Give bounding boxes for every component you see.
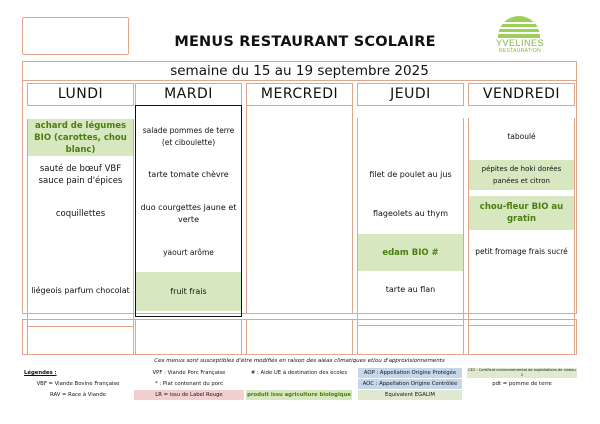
menu-item: pépites de hoki dorées panées et citron — [469, 160, 574, 190]
brand-logo — [484, 10, 556, 52]
menu-item: fruit frais — [136, 272, 241, 311]
menu-item: sauté de bœuf VBF sauce pain d'épices — [38, 164, 123, 186]
extra-cell — [27, 319, 134, 355]
brand-subtitle: RESTAURATION — [498, 48, 542, 54]
disclaimer-note: Ces menus sont susceptibles d'être modifiés en raison des aléas climatiques et/ou d'approvisionnements — [154, 358, 445, 364]
legend-porc: * : Plat contenant du porc — [154, 381, 224, 387]
menu-item: liégeois parfum chocolat — [31, 286, 130, 295]
sun-logo-icon — [498, 16, 540, 38]
legend-egalim: Equivalent EGALIM — [358, 390, 462, 400]
day-header-lundi: LUNDI — [27, 83, 134, 106]
legend-aoc: AOC : Appellation Origine Contrôlée — [358, 379, 462, 389]
menu-item: tarte au flan — [385, 285, 436, 294]
day-header-vendredi: VENDREDI — [468, 83, 575, 106]
menu-item: filet de poulet au jus — [369, 170, 452, 179]
day-column-mardi — [135, 83, 242, 317]
day-column-vendredi — [468, 83, 575, 326]
legend-vbf: VBF = Viande Bovine Française — [36, 381, 120, 387]
menu-item: taboulé — [507, 132, 536, 141]
menu-item: achard de légumes BIO (carottes, chou blanc) — [28, 119, 133, 156]
menu-item: tarte tomate chèvre — [148, 170, 229, 179]
menu-item: petit fromage frais sucré — [475, 247, 568, 256]
day-header-jeudi: JEUDI — [357, 83, 464, 106]
menu-item — [358, 118, 463, 156]
legend-lr: LR = issu de Label Rouge — [134, 390, 244, 400]
menu-item: yaourt arôme — [163, 248, 214, 257]
legend-aop: AOP : Appellation Origine Protégée — [358, 368, 462, 378]
menu-item: flageolets au thym — [372, 209, 449, 218]
legend-vpf: VPF : Viande Porc Française — [152, 370, 226, 376]
legend-pdt: pdt = pomme de terre — [492, 381, 552, 387]
day-column-lundi — [27, 83, 134, 327]
menu-item: edam BIO # — [358, 234, 463, 271]
extra-cell — [357, 319, 464, 355]
menu-item — [28, 234, 133, 272]
page-title: MENUS RESTAURANT SCOLAIRE — [174, 34, 436, 50]
menu-item — [469, 270, 574, 306]
day-header-mercredi: MERCREDI — [246, 83, 353, 106]
legend — [22, 368, 577, 401]
day-header-mardi: MARDI — [135, 83, 242, 106]
day-column-mercredi — [246, 83, 353, 314]
day-column-jeudi — [357, 83, 464, 326]
menu-item: duo courgettes jaune et verte — [140, 203, 237, 224]
week-banner: semaine du 15 au 19 septembre 2025 — [22, 61, 577, 81]
legend-bio: produit issu agriculture biologique — [247, 392, 351, 398]
menu-item: coquillettes — [55, 209, 106, 219]
extra-cell — [468, 319, 575, 355]
extra-cell — [246, 319, 353, 355]
legend-title: Légendes : — [24, 370, 57, 376]
legend-cert: CE2 : Certificat environnemental de exploitations de niveau 2 — [468, 368, 576, 377]
menu-item: salade pommes de terre (et ciboulette) — [142, 126, 235, 147]
extra-cell — [135, 319, 242, 355]
menu-item: chou-fleur BIO au gratin — [469, 196, 574, 230]
brand-name: YVELINES — [495, 38, 545, 48]
legend-aide: # : Aide UE à destination des écoles — [250, 370, 348, 376]
logo-placeholder-box — [22, 17, 129, 55]
legend-rav: RAV = Race à Viande — [50, 392, 106, 398]
